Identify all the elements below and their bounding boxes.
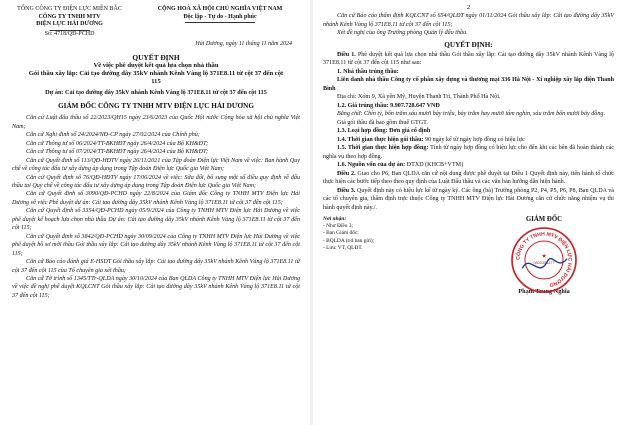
legal-basis-item: Căn cứ Quyết định số 113/QĐ-HĐTV ngày 26/11/2021 của Tập đoàn Điện lực Việt Nam về việc: Ban hành Quy chế về công tác đấu tư xây dựng áp dụng trong Tập đoàn Điện lực Quốc gia Việt Nam; bbox=[12, 157, 300, 173]
funding-source bbox=[323, 161, 614, 170]
document-footer bbox=[323, 216, 614, 295]
article-1-text: Phê duyệt kết quả lựa chọn nhà thầu Gói thầu xây lắp: Cải tạo đường dây 35kV nhánh Kênh Vàng lộ 371E8.11 từ cột 37 đến cột 115 như sau: bbox=[323, 51, 614, 66]
article-3-text: Quyết định này có hiệu lực kể từ ngày ký. Các ông (bà) Trưởng phòng P2, P4, P5, P6, P8, Ban QLDA và các tổ chuyên gia, thẩm định trực thuộc Công ty TNHH MTV Điện lực Hải Dương căn cứ chức năng nhiệm vụ thi hành quyết định này./. bbox=[323, 187, 615, 211]
article-3 bbox=[323, 187, 614, 213]
signer-name: Phạm Trung Nghĩa bbox=[518, 288, 570, 295]
legal-basis-item: Căn cứ Thông tư số 07/2024/TT-BKHĐT ngày 26/4/2024 của Bộ KH&ĐT; bbox=[26, 149, 209, 156]
funding-source-text: ĐTXD (KHCB+VTM) bbox=[405, 162, 464, 168]
seal-ring-text: CÔNG TY TNHH MTV ĐIỆN LỰC HẢI DƯƠNG bbox=[515, 231, 573, 288]
price-vat-note: Giá gói thầu đã bao gồm thuế GTGT. bbox=[337, 119, 428, 126]
recipients-list bbox=[323, 216, 453, 295]
national-header bbox=[140, 6, 300, 39]
legal-basis-item: Căn cứ Luật đấu thầu số 22/2023/QH15 ngày 23/6/2023 của Quốc Hội nước Cộng hòa xã hội chủ nghĩa Việt Nam; bbox=[12, 115, 300, 130]
national-motto: Độc lập - Tự do - Hạnh phúc bbox=[183, 13, 257, 20]
recipient-item: - Lưu: VT, QLĐT. bbox=[323, 244, 363, 251]
org-parent: TỔNG CÔNG TY ĐIỆN LỰC MIỀN BẮC bbox=[17, 6, 122, 12]
svg-text:★: ★ bbox=[541, 254, 547, 260]
project-name: Dự án: Cải tạo đường dây 35kV nhánh Kênh Vàng lộ 371E8.11 từ cột 37 đến cột 115 bbox=[45, 88, 267, 96]
contract-duration-label: 1.5. Thời gian thực hiện hợp đồng: bbox=[337, 145, 429, 151]
article-2 bbox=[323, 170, 614, 187]
seal-number: 0800351477 bbox=[533, 261, 555, 266]
document-header bbox=[12, 6, 300, 39]
page-number: 2 bbox=[466, 4, 471, 11]
signature-block bbox=[474, 216, 614, 295]
document-page-2 bbox=[313, 0, 624, 425]
document-date: Hải Dương, ngày 11 tháng 11 năm 2024 bbox=[195, 40, 292, 47]
article-3-label: Điều 3. bbox=[337, 187, 356, 194]
recipients-title: Nơi nhận: bbox=[323, 216, 347, 222]
winning-price: 1.2. Giá trúng thầu: 9.907.728.647 VNĐ bbox=[337, 102, 440, 109]
legal-basis-item: Căn cứ Quyết định số 3842/QĐ-PCHD ngày 30/09/2024 của Công ty TNHH MTV Điện lực Hải Dương về việc phê duyệt hồ sơ mời thầu Gói thầu xây lắp: Cải tạo đường dây 35kV nhánh Kênh Vàng lộ 371E8.11 từ cột 37 đến cột 115; bbox=[12, 233, 300, 257]
contract-type: 1.3. Loại hợp đồng: Đơn giá cố định bbox=[337, 128, 431, 134]
decision-title: QUYẾT ĐỊNH bbox=[132, 52, 180, 62]
legal-basis-item: Căn cứ Quyết định số 3354/QĐ-PCHD ngày 05/9/2024 của Công ty TNHH MTV Điện lực Hải Dương về việc phê duyệt kế hoạch lựa chọn nhà thầu Dự án: Cải tạo đường dây 35kV nhánh Kênh Vàng lộ 371E8.11 từ cột 37 đến cột 115; bbox=[12, 208, 300, 232]
issuing-organization bbox=[12, 6, 127, 39]
winning-bidder-address: Địa chỉ: Xóm 9, Xã yên Mỹ, Huyện Thanh Trì, Thành Phố Hà Nội. bbox=[337, 94, 501, 100]
decision-subtitle: Về việc phê duyệt kết quả lựa chọn nhà thầu bbox=[93, 61, 219, 69]
seal-icon bbox=[510, 226, 578, 294]
recipient-item: - Như Điều 3; bbox=[323, 223, 354, 230]
article-1 bbox=[323, 51, 614, 68]
package-duration bbox=[323, 136, 614, 145]
package-name: Gói thầu xây lắp: Cải tạo đường dây 35kV nhánh Kênh Vàng lộ 371E8.11 từ cột 37 đến cột 115 bbox=[28, 70, 284, 86]
org-name-line2: ĐIỆN LỰC HẢI DƯƠNG bbox=[36, 21, 103, 28]
decides-heading: QUYẾT ĐỊNH: bbox=[444, 40, 493, 49]
company-seal-stamp bbox=[510, 226, 578, 294]
article-2-label: Điều 2. bbox=[337, 170, 356, 177]
signer-title: GIÁM ĐỐC bbox=[525, 216, 563, 223]
legal-basis-item: Căn cứ Báo cáo đánh giá E-HSDT Gói thầu xây lắp: Cải tạo đường dây 35kV nhánh Kênh Vàng lộ 371E8.11 từ cột 37 đến cột 115 của Tổ chuyên gia xét thầu; bbox=[12, 259, 300, 274]
country-name: CỘNG HOÀ XÃ HỘI CHỦ NGHĨA VIỆT NAM bbox=[157, 6, 283, 12]
recipient-item: - Ban Giám đốc; bbox=[323, 230, 359, 237]
issuing-authority: GIÁM ĐỐC CÔNG TY TNHH MTV ĐIỆN LỰC HẢI DƯƠNG bbox=[58, 102, 254, 111]
recipient-item: - BQLDA (t/d ban gửi); bbox=[323, 237, 375, 244]
package-duration-text: 90 ngày kể từ ngày hợp đồng có hiệu lực bbox=[423, 136, 525, 143]
package-duration-label: 1.4. Thời gian thực hiện gói thầu: bbox=[337, 136, 424, 143]
legal-basis-item: Căn cứ Báo cáo thẩm định KQLCNT số 654/QLĐT ngày 01/11/2024 Gói thầu xây lắp: Cải tạo đường dây 35kV nhánh Kênh Vàng lộ 371E8.11 từ cột 37 đến cột 115; bbox=[323, 13, 614, 28]
funding-source-label: 1.6. Nguồn vốn của dự án: bbox=[337, 162, 406, 168]
winning-bidder-label: 1. Nhà thầu trúng thầu: bbox=[337, 68, 399, 75]
legal-basis-list bbox=[12, 114, 300, 300]
winning-price-words: Bằng chữ: Chín tỷ, bốn trăm sáu mươi bảy triệu, bảy trăm hay mươi tám nghìn, sáu trăm bốn mươi bảy đồng. bbox=[337, 111, 605, 117]
contract-duration bbox=[323, 144, 614, 161]
article-2-text: Giao cho P6, Ban QLDA căn cứ nội dung được phê duyệt tại Điều 1 Quyết định này, tiến hành tổ chức thực hiện các bước tiếp theo theo quy định của Luật Đấu thầu và các văn bản hướng dẫn hiện hành. bbox=[323, 170, 614, 185]
legal-basis-item: Căn cứ Thông tư số 06/2024/TT-BKHĐT ngày 26/4/2024 của Bộ KH&ĐT; bbox=[26, 140, 209, 147]
legal-basis-item: Căn cứ Tờ trình số 1345/TTr-QLDA ngày 30/10/2024 của Ban QLDA Công ty TNHH MTV Điện lực Hải Dương về việc đề nghị phê duyệt KQLCNT Gói thầu xây lắp: Cải tạo đường dây 35kV nhánh Kênh Vàng lộ 371E8.11 từ cột 37 đến cột 115; bbox=[12, 275, 300, 299]
org-name-line1: CÔNG TY TNHH MTV bbox=[38, 13, 101, 20]
proposal-note: Xét đề nghị của ông Trưởng phòng Quản lý đấu thầu. bbox=[337, 30, 468, 36]
document-page-1 bbox=[0, 0, 310, 425]
contract-duration-text: Tính từ ngày hợp đồng có hiệu lực cho đến khi các bên đã hoàn thành các nghĩa vụ theo hợp đồng. bbox=[323, 145, 614, 160]
winning-bidder-name: Liên danh nhà thầu Công ty cổ phần xây dựng và thương mại 336 Hà Nội - Xí nghiệp xây lắp điện Thanh Bình bbox=[323, 77, 614, 92]
document-number: Số: 4718/QĐ-PCHD bbox=[44, 31, 95, 38]
legal-basis-item: Căn cứ Quyết định số 76/QĐ-HĐTV ngày 17/06/2024 về việc: Sửa đổi, bổ sung một số điều quy định về đấu thầu tại Quy chế về công tác đấu tư xây dựng áp dụng trong Tập đoàn Điện lực Quốc gia Việt Nam; bbox=[12, 174, 300, 189]
legal-basis-item: Căn cứ Quyết định số 3090/QĐ-PCHD ngày 22/8/2024 của Giám đốc Công ty TNHH MTV Điện lực Hải Dương về việc Phê duyệt dự án: Cải tạo đường dây 35kV nhánh Kênh Vàng lộ 371E8.11 từ cột 37 đến cột 115; bbox=[12, 191, 300, 206]
motto-underline bbox=[185, 22, 255, 23]
article-1-label: Điều 1. bbox=[337, 51, 356, 58]
legal-basis-item: Căn cứ Nghị định số 24/2024/NĐ-CP ngày 27/02/2024 của Chính phủ; bbox=[26, 132, 200, 139]
